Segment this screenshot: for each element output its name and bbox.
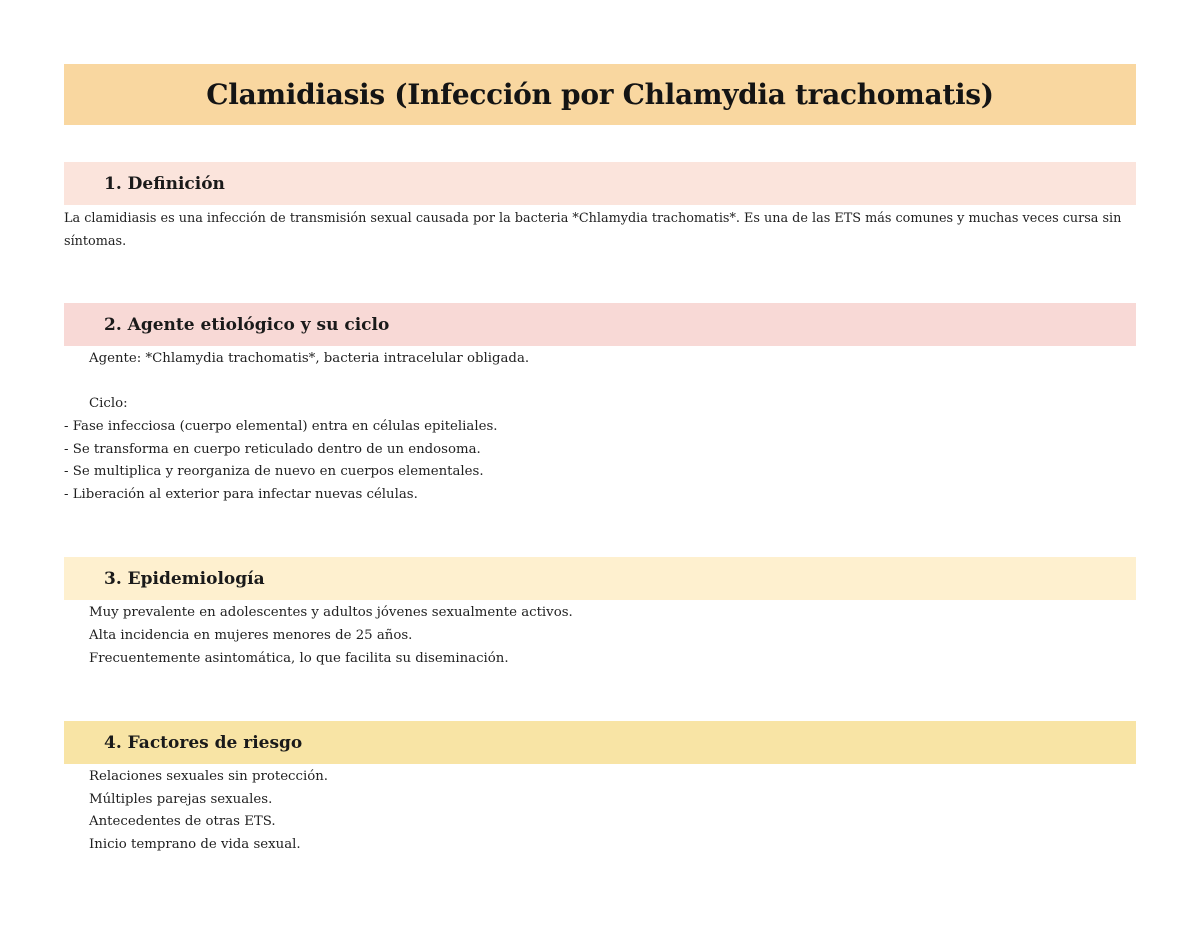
cycle-step: - Fase infecciosa (cuerpo elemental) entra en células epiteliales. bbox=[64, 418, 498, 434]
section-header-factores bbox=[64, 721, 1136, 764]
title-bar bbox=[64, 64, 1136, 125]
cycle-step: - Se multiplica y reorganiza de nuevo en cuerpos elementales. bbox=[64, 464, 484, 480]
section-body-agente bbox=[64, 348, 1136, 506]
section-body-factores bbox=[64, 766, 1136, 856]
section-heading-epidemiologia: 3. Epidemiología bbox=[104, 568, 265, 589]
section-header-agente bbox=[64, 303, 1136, 346]
section-header-definicion bbox=[64, 162, 1136, 205]
blank-line bbox=[64, 371, 1136, 394]
epidemiologia-line: Frecuentemente asintomática, lo que facilita su diseminación. bbox=[89, 650, 509, 666]
epidemiologia-line: Alta incidencia en mujeres menores de 25 años. bbox=[89, 627, 413, 643]
cycle-label: Ciclo: bbox=[89, 396, 128, 412]
factor-line: Antecedentes de otras ETS. bbox=[89, 814, 276, 830]
cycle-step: - Se transforma en cuerpo reticulado dentro de un endosoma. bbox=[64, 441, 481, 457]
epidemiologia-line: Muy prevalente en adolescentes y adultos jóvenes sexualmente activos. bbox=[89, 605, 573, 621]
section-body-epidemiologia bbox=[64, 602, 1136, 670]
document-title: Clamidiasis (Infección por Chlamydia trachomatis) bbox=[206, 78, 994, 111]
factor-line: Inicio temprano de vida sexual. bbox=[89, 836, 301, 852]
definicion-paragraph: La clamidiasis es una infección de transmisión sexual causada por la bacteria *Chlamydia trachomatis*. Es una de las ETS más comunes y muchas veces cursa sin síntomas. bbox=[64, 211, 1122, 249]
section-heading-agente: 2. Agente etiológico y su ciclo bbox=[104, 314, 390, 335]
document-page bbox=[64, 64, 1136, 857]
section-heading-definicion: 1. Definición bbox=[104, 173, 225, 194]
section-body-definicion bbox=[64, 208, 1136, 253]
section-header-epidemiologia bbox=[64, 557, 1136, 600]
cycle-step: - Liberación al exterior para infectar nuevas células. bbox=[64, 486, 418, 502]
agent-line: Agente: *Chlamydia trachomatis*, bacteria intracelular obligada. bbox=[89, 351, 530, 367]
factor-line: Múltiples parejas sexuales. bbox=[89, 791, 273, 807]
factor-line: Relaciones sexuales sin protección. bbox=[89, 769, 328, 785]
section-heading-factores: 4. Factores de riesgo bbox=[104, 732, 303, 753]
